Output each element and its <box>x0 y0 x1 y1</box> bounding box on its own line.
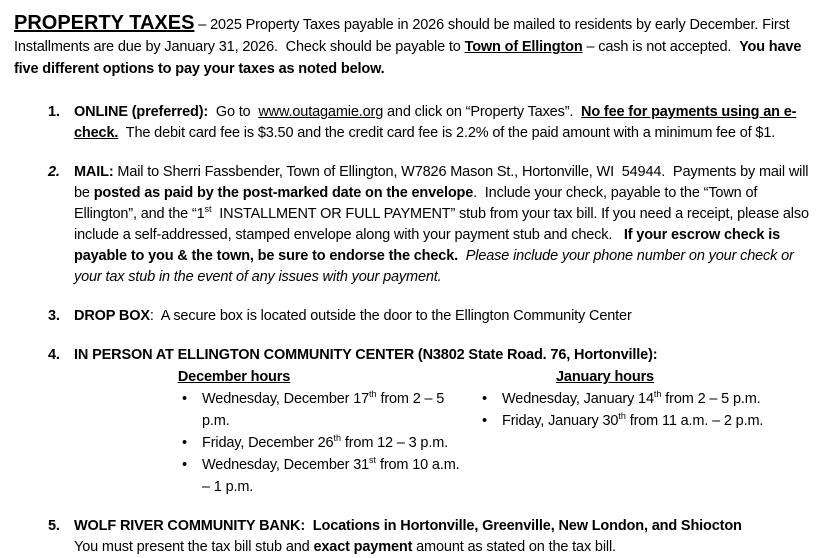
ordinal-superscript: st <box>369 455 377 466</box>
intro-text-1: – 2025 Property Taxes payable in 2026 should be mailed to residents by early December. First Installments are due by January 31, 2026. Check should be payable to <box>14 17 794 55</box>
ordinal-superscript: th <box>369 389 377 400</box>
online-text-2: and click on “Property Taxes”. <box>383 104 582 120</box>
hours-columns <box>74 366 816 498</box>
slot-time: from 12 – 3 p.m. <box>340 435 449 451</box>
slot-text: Friday, January 30 <box>502 413 619 429</box>
phone-number-note: Please include your phone number on your check or your tax stub in the event of any issues with your payment. <box>74 248 798 285</box>
item-number-3: 3. <box>48 308 60 324</box>
list-item <box>182 388 460 432</box>
january-slot-1 <box>502 388 761 410</box>
december-hours-heading: December hours <box>177 369 291 385</box>
bank-text-2: amount as stated on the tax bill. <box>412 539 616 555</box>
slot-text: Friday, December 26 <box>202 435 334 451</box>
mail-text-1: Mail to Sherri Fassbender, Town of Ellington, W7826 Mason St., Hortonville, WI 54944. Payments by mail will be <box>74 164 813 201</box>
ordinal-superscript: th <box>618 411 626 422</box>
slot-time: from 10 a.m. – 1 p.m. <box>202 457 464 495</box>
list-item-in-person <box>48 345 816 498</box>
ordinal-superscript: st <box>204 204 212 215</box>
online-text-1: Go to <box>208 104 259 120</box>
in-person-heading: IN PERSON AT ELLINGTON COMMUNITY CENTER (N3802 State Road. 76, Hortonville): <box>74 347 658 363</box>
list-item-bank <box>48 516 816 558</box>
item-dropbox-content <box>74 306 816 327</box>
exact-payment-note: exact payment <box>313 539 413 555</box>
dropbox-label: DROP BOX <box>74 308 150 324</box>
intro-options-note: You have five different options to pay your taxes as noted below. <box>14 39 806 77</box>
intro-text-2: – cash is not accepted. <box>582 39 740 55</box>
intro-paragraph <box>14 12 816 80</box>
ordinal-superscript: th <box>653 389 662 400</box>
mail-label: MAIL: <box>74 164 114 180</box>
list-item <box>182 432 460 454</box>
bullet-icon: • <box>182 457 187 473</box>
mail-text-2: . Include your check, payable to the “Town of Ellington”, and the “1 <box>74 185 762 222</box>
list-item <box>482 410 816 432</box>
item-bank-content <box>74 516 816 558</box>
december-slot-2 <box>202 432 448 454</box>
list-item-mail <box>48 162 816 288</box>
slot-text: Wednesday, January 14 <box>502 391 654 407</box>
list-item-online <box>48 102 816 144</box>
online-fees-text: The debit card fee is $3.50 and the credit card fee is 2.2% of the paid amount with a minimum fee of $1. <box>118 125 776 141</box>
item-number-2: 2. <box>48 164 60 180</box>
payable-to-name: Town of Ellington <box>464 39 583 55</box>
bullet-icon: • <box>482 413 487 429</box>
postmark-note: posted as paid by the post-marked date on the envelope <box>93 185 474 201</box>
december-hours-column <box>74 366 464 498</box>
mail-text-4 <box>458 248 466 264</box>
bullet-icon: • <box>482 391 487 407</box>
page-title: PROPERTY TAXES <box>14 12 195 34</box>
bullet-icon: • <box>182 391 187 407</box>
slot-time: from 2 – 5 p.m. <box>202 391 449 429</box>
item-mail-content <box>74 162 816 288</box>
slot-time: from 11 a.m. – 2 p.m. <box>625 413 764 429</box>
bank-text-1: You must present the tax bill stub and <box>74 539 314 555</box>
no-fee-note: No fee for payments using an e-check. <box>74 104 797 141</box>
december-slot-1 <box>202 388 460 432</box>
bank-heading: WOLF RIVER COMMUNITY BANK: Locations in Hortonville, Greenville, New London, and Shiocton <box>74 518 742 534</box>
ordinal-superscript: th <box>333 433 341 444</box>
dropbox-text: : A secure box is located outside the door to the Ellington Community Center <box>149 308 632 324</box>
online-label: ONLINE (preferred): <box>74 104 209 120</box>
item-number-5: 5. <box>48 518 60 534</box>
slot-text: Wednesday, December 31 <box>202 457 370 473</box>
slot-text: Wednesday, December 17 <box>202 391 370 407</box>
list-item <box>482 388 816 410</box>
item-in-person-content <box>74 345 816 498</box>
list-item-dropbox <box>48 306 816 327</box>
bullet-icon: • <box>182 435 187 451</box>
january-hours-heading: January hours <box>556 369 654 385</box>
website-link: www.outagamie.org <box>258 104 384 120</box>
december-slot-3 <box>202 454 464 498</box>
item-number-1: 1. <box>48 104 60 120</box>
slot-time: from 2 – 5 p.m. <box>661 391 761 407</box>
item-number-4: 4. <box>48 347 60 363</box>
january-slot-2 <box>502 410 763 432</box>
list-item <box>182 454 464 498</box>
escrow-note: If your escrow check is payable to you & the town, be sure to endorse the check. <box>74 227 784 264</box>
mail-text-3: INSTALLMENT OR FULL PAYMENT” stub from your tax bill. If you need a receipt, please also include a self-addressed, stamped envelope along with your payment stub and check. <box>74 206 813 243</box>
item-online-content <box>74 102 816 144</box>
january-hours-column <box>460 366 816 498</box>
